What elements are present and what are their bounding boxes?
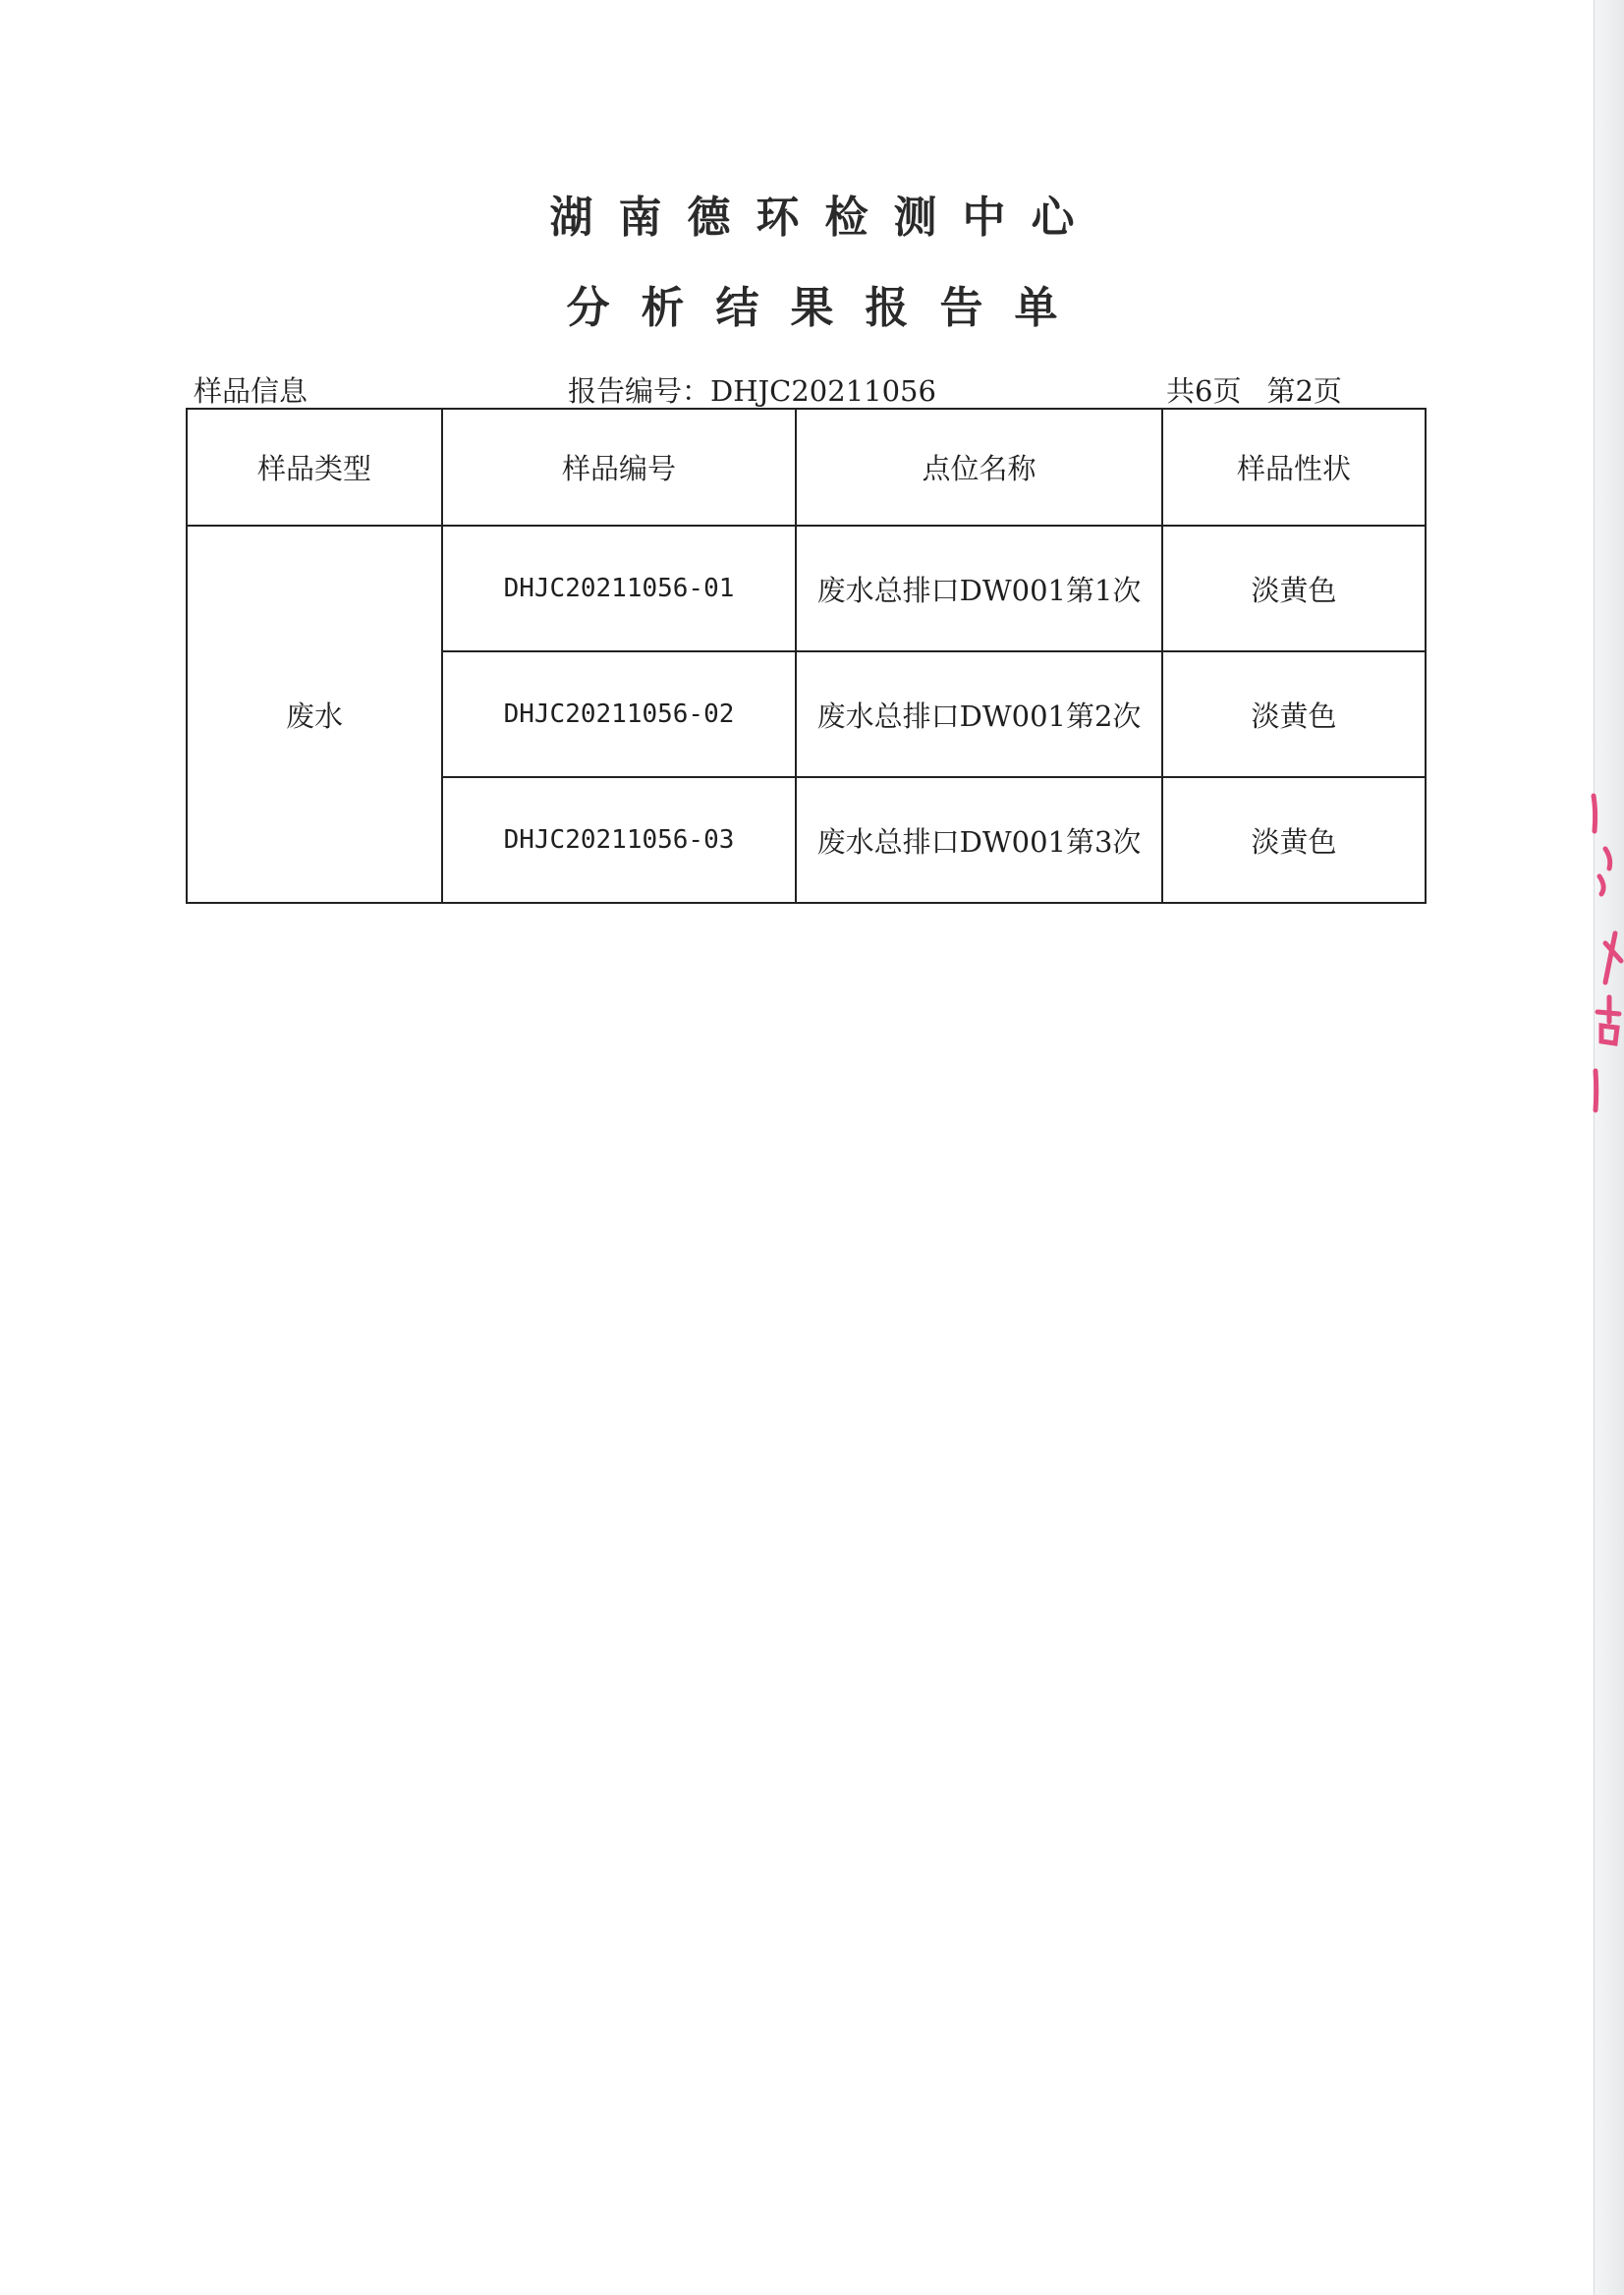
scan-page-edge xyxy=(1594,0,1624,2295)
header-sample-no: 样品编号 xyxy=(442,409,796,526)
header-appearance: 样品性状 xyxy=(1162,409,1426,526)
page-indicator xyxy=(1166,371,1342,411)
appearance-cell: 淡黄色 xyxy=(1162,651,1426,777)
section-label: 样品信息 xyxy=(194,374,308,408)
location-cell: 废水总排口DW001第2次 xyxy=(796,651,1162,777)
org-title: 湖南德环检测中心 xyxy=(549,193,1100,243)
sample-no-cell: DHJC20211056-03 xyxy=(442,777,796,903)
sample-info-table xyxy=(186,408,1427,904)
location-cell: 废水总排口DW001第3次 xyxy=(796,777,1162,903)
current-page: 第2页 xyxy=(1266,374,1342,408)
table-header-row xyxy=(187,409,1426,526)
sample-no-cell: DHJC20211056-01 xyxy=(442,526,796,651)
header-sample-type: 样品类型 xyxy=(187,409,442,526)
appearance-cell: 淡黄色 xyxy=(1162,526,1426,651)
sample-no-cell: DHJC20211056-02 xyxy=(442,651,796,777)
appearance-cell: 淡黄色 xyxy=(1162,777,1426,903)
table-row xyxy=(187,526,1426,651)
location-cell: 废水总排口DW001第1次 xyxy=(796,526,1162,651)
header-location: 点位名称 xyxy=(796,409,1162,526)
sample-type-cell: 废水 xyxy=(187,526,442,903)
seal-stamp-graphic xyxy=(1576,786,1624,1120)
seal-stamp-fragment xyxy=(1576,786,1624,1120)
report-number: 报告编号：DHJC20211056 xyxy=(568,374,936,408)
total-pages: 共6页 xyxy=(1166,374,1242,408)
report-title: 分析结果报告单 xyxy=(566,283,1090,333)
